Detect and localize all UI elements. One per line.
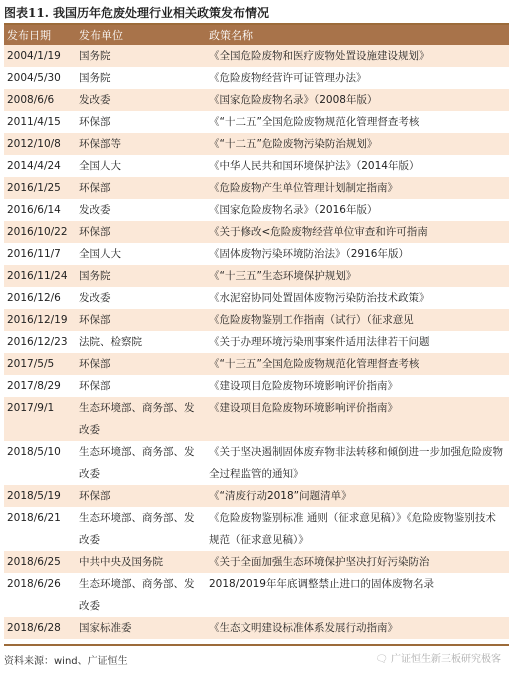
table-row <box>4 353 509 375</box>
cell-org: 发改委 <box>76 287 206 309</box>
cell-policy: 《国家危险废物名录》（2008年版） <box>206 89 509 111</box>
cell-policy: 《中华人民共和国环境保护法》（2014年版） <box>206 155 509 177</box>
cell-policy: 《危险废物鉴别标准 通则（征求意见稿）》《危险废物鉴别技术规范（征求意见稿）》 <box>206 507 509 551</box>
cell-policy: 《生态文明建设标准体系发展行动指南》 <box>206 617 509 639</box>
table-row <box>4 155 509 177</box>
cell-date: 2011/4/15 <box>4 111 76 133</box>
table-row <box>4 309 509 331</box>
cell-org: 国务院 <box>76 67 206 89</box>
table-row <box>4 243 509 265</box>
cell-org: 发改委 <box>76 89 206 111</box>
cell-policy: 《“十二五”危险废物污染防治规划》 <box>206 133 509 155</box>
cell-date: 2016/12/19 <box>4 309 76 331</box>
cell-org: 国家标准委 <box>76 617 206 639</box>
table-row <box>4 89 509 111</box>
cell-date: 2018/5/19 <box>4 485 76 507</box>
table-row <box>4 287 509 309</box>
table-row <box>4 397 509 441</box>
cell-policy: 《关于全面加强生态环境保护坚决打好污染防治 <box>206 551 509 573</box>
cell-org: 生态环境部、商务部、发改委 <box>76 573 206 617</box>
chat-bubble-icon: 🗨 <box>375 654 388 665</box>
table-body <box>4 45 509 639</box>
column-header-org: 发布单位 <box>76 25 206 45</box>
cell-date: 2018/6/28 <box>4 617 76 639</box>
table-row <box>4 441 509 485</box>
cell-policy: 《“十三五”生态环境保护规划》 <box>206 265 509 287</box>
bottom-divider <box>4 644 509 646</box>
cell-org: 环保部 <box>76 375 206 397</box>
table-row <box>4 573 509 617</box>
cell-org: 环保部 <box>76 353 206 375</box>
cell-policy: 《全国危险废物和医疗废物处置设施建设规划》 <box>206 45 509 67</box>
cell-date: 2016/12/6 <box>4 287 76 309</box>
column-header-policy: 政策名称 <box>206 25 509 45</box>
cell-policy: 《危险废物经营许可证管理办法》 <box>206 67 509 89</box>
table-row <box>4 485 509 507</box>
cell-org: 国务院 <box>76 45 206 67</box>
cell-org: 环保部 <box>76 221 206 243</box>
cell-date: 2018/5/10 <box>4 441 76 485</box>
cell-org: 环保部 <box>76 177 206 199</box>
cell-policy: 《建设项目危险废物环境影响评价指南》 <box>206 375 509 397</box>
cell-date: 2018/6/21 <box>4 507 76 551</box>
cell-org: 中共中央及国务院 <box>76 551 206 573</box>
cell-org: 生态环境部、商务部、发改委 <box>76 507 206 551</box>
cell-policy: 《国家危险废物名录》（2016年版） <box>206 199 509 221</box>
cell-policy: 《危险废物产生单位管理计划制定指南》 <box>206 177 509 199</box>
cell-date: 2016/11/7 <box>4 243 76 265</box>
watermark <box>375 650 501 665</box>
table-row <box>4 133 509 155</box>
cell-date: 2016/6/14 <box>4 199 76 221</box>
cell-date: 2017/5/5 <box>4 353 76 375</box>
cell-policy: 《固体废物污染环境防治法》（2916年版） <box>206 243 509 265</box>
cell-policy: 《“清废行动2018”问题清单》 <box>206 485 509 507</box>
cell-policy: 《关于办理环境污染刑事案件适用法律若干问题 <box>206 331 509 353</box>
cell-org: 生态环境部、商务部、发改委 <box>76 441 206 485</box>
table-row <box>4 111 509 133</box>
cell-date: 2014/4/24 <box>4 155 76 177</box>
cell-policy: 《关于坚决遏制固体废弃物非法转移和倾倒进一步加强危险废物全过程监管的通知》 <box>206 441 509 485</box>
cell-org: 环保部 <box>76 309 206 331</box>
cell-org: 全国人大 <box>76 155 206 177</box>
cell-org: 法院、检察院 <box>76 331 206 353</box>
cell-org: 国务院 <box>76 265 206 287</box>
table-row <box>4 331 509 353</box>
table-row <box>4 265 509 287</box>
cell-org: 生态环境部、商务部、发改委 <box>76 397 206 441</box>
table-row <box>4 617 509 639</box>
cell-date: 2012/10/8 <box>4 133 76 155</box>
table-header-row <box>4 25 509 45</box>
cell-policy: 《“十二五”全国危险废物规范化管理督查考核 <box>206 111 509 133</box>
cell-org: 全国人大 <box>76 243 206 265</box>
cell-policy: 《“十三五”全国危险废物规范化管理督查考核 <box>206 353 509 375</box>
cell-date: 2017/8/29 <box>4 375 76 397</box>
cell-date: 2008/6/6 <box>4 89 76 111</box>
cell-date: 2004/5/30 <box>4 67 76 89</box>
cell-policy: 《建设项目危险废物环境影响评价指南》 <box>206 397 509 441</box>
cell-date: 2016/1/25 <box>4 177 76 199</box>
cell-org: 环保部等 <box>76 133 206 155</box>
table-row <box>4 221 509 243</box>
table-row <box>4 507 509 551</box>
cell-date: 2017/9/1 <box>4 397 76 441</box>
cell-date: 2018/6/26 <box>4 573 76 617</box>
cell-org: 发改委 <box>76 199 206 221</box>
cell-date: 2016/11/24 <box>4 265 76 287</box>
watermark-text: 广证恒生新三板研究极客 <box>391 654 501 665</box>
cell-org: 环保部 <box>76 485 206 507</box>
source-note: 资料来源：wind、广证恒生 <box>4 656 128 667</box>
figure-title: 图表11. 我国历年危废处理行业相关政策发布情况 <box>4 6 270 20</box>
table-row <box>4 67 509 89</box>
column-header-date: 发布日期 <box>4 25 76 45</box>
cell-org: 环保部 <box>76 111 206 133</box>
table-row <box>4 199 509 221</box>
cell-policy: 《危险废物鉴别工作指南（试行）（征求意见 <box>206 309 509 331</box>
cell-date: 2004/1/19 <box>4 45 76 67</box>
cell-date: 2016/10/22 <box>4 221 76 243</box>
table-row <box>4 375 509 397</box>
table-row <box>4 177 509 199</box>
table-row <box>4 45 509 67</box>
cell-date: 2016/12/23 <box>4 331 76 353</box>
policy-table <box>4 25 509 639</box>
cell-policy: 2018/2019年年底调整禁止进口的固体废物名录 <box>206 573 509 617</box>
cell-policy: 《关于修改<危险废物经营单位审查和许可指南 <box>206 221 509 243</box>
cell-policy: 《水泥窑协同处置固体废物污染防治技术政策》 <box>206 287 509 309</box>
cell-date: 2018/6/25 <box>4 551 76 573</box>
table-row <box>4 551 509 573</box>
